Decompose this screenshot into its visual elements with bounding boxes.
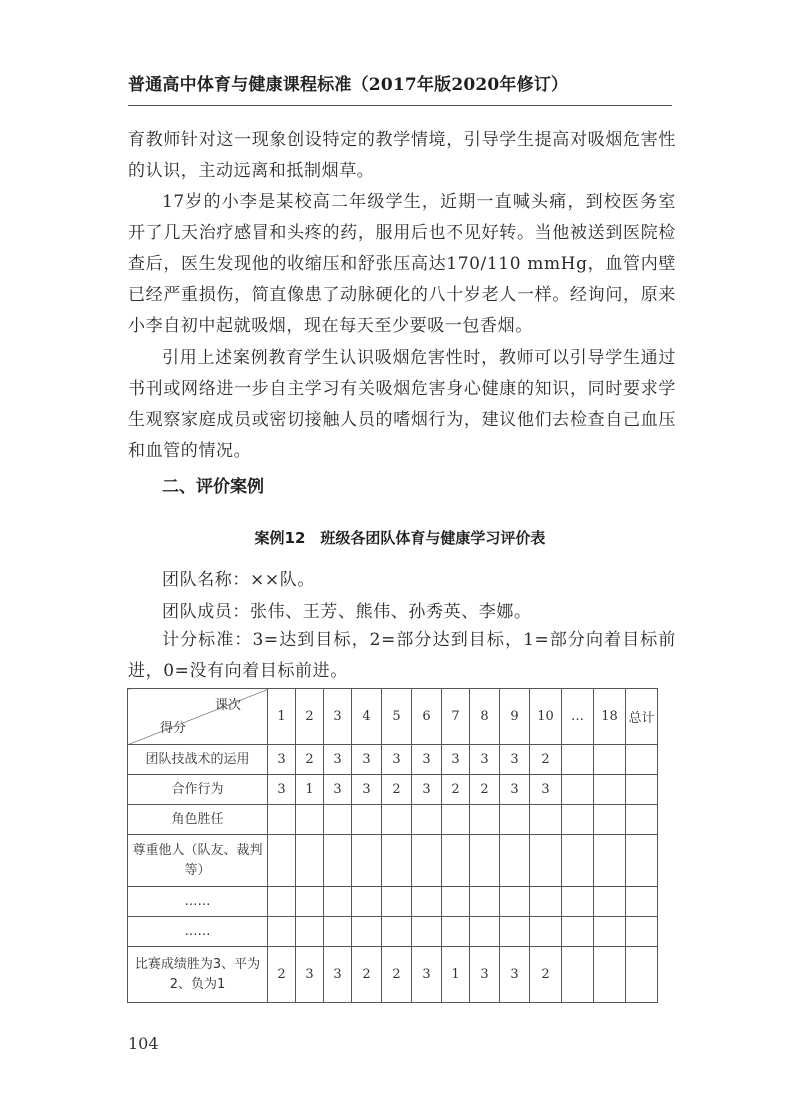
score-cell: 3 xyxy=(382,745,412,775)
score-cell xyxy=(268,835,296,887)
score-cell xyxy=(530,835,562,887)
paragraph-2: 17岁的小李是某校高二年级学生，近期一直喊头痛，到校医务室开了几天治疗感冒和头疼的药，服用后也不见好转。当他被送到医院检查后，医生发现他的收缩压和舒张压高达170/110 mmHg，血管内壁已经严重损伤，简直像患了动脉硬化的八十岁老人一样。经询问，原来小李自初中起就吸烟，现在每天至少要吸一包香烟。 xyxy=(128,192,676,336)
score-cell xyxy=(296,805,324,835)
page-number: 104 xyxy=(128,1034,159,1053)
column-header: 7 xyxy=(442,689,470,745)
table-row xyxy=(128,917,658,947)
score-cell xyxy=(352,835,382,887)
score-cell xyxy=(296,835,324,887)
score-cell xyxy=(562,805,594,835)
score-cell: 3 xyxy=(500,947,530,1003)
score-cell: 3 xyxy=(324,947,352,1003)
score-cell xyxy=(296,887,324,917)
column-header: 2 xyxy=(296,689,324,745)
score-cell xyxy=(268,805,296,835)
score-cell xyxy=(530,805,562,835)
table-row xyxy=(128,745,658,775)
row-label: 合作行为 xyxy=(128,775,268,805)
column-header: 1 xyxy=(268,689,296,745)
score-cell xyxy=(500,887,530,917)
score-cell xyxy=(412,887,442,917)
paragraph-1: 育教师针对这一现象创设特定的教学情境，引导学生提高对吸烟危害性的认识，主动远离和抵制烟草。 xyxy=(128,130,676,181)
score-cell xyxy=(442,805,470,835)
score-cell xyxy=(470,917,500,947)
score-cell xyxy=(530,917,562,947)
score-cell xyxy=(562,887,594,917)
score-cell xyxy=(382,917,412,947)
score-cell xyxy=(324,805,352,835)
table-header-row xyxy=(128,689,658,745)
score-cell xyxy=(626,947,658,1003)
column-header: 总计 xyxy=(626,689,658,745)
score-cell: 3 xyxy=(324,775,352,805)
column-header: 3 xyxy=(324,689,352,745)
score-cell xyxy=(296,917,324,947)
score-cell xyxy=(324,917,352,947)
column-header: 10 xyxy=(530,689,562,745)
score-cell xyxy=(382,887,412,917)
score-cell: 3 xyxy=(470,947,500,1003)
paragraph-3: 引用上述案例教育学生认识吸烟危害性时，教师可以引导学生通过书刊或网络进一步自主学习有关吸烟危害身心健康的知识，同时要求学生观察家庭成员或密切接触人员的嗜烟行为，建议他们去检查自己血压和血管的情况。 xyxy=(128,348,676,461)
running-header: 普通高中体育与健康课程标准（2017年版2020年修订） xyxy=(128,75,569,95)
column-header: 6 xyxy=(412,689,442,745)
column-header: 8 xyxy=(470,689,500,745)
score-cell: 3 xyxy=(500,775,530,805)
table-row xyxy=(128,947,658,1003)
score-cell: 2 xyxy=(530,947,562,1003)
score-cell xyxy=(562,835,594,887)
table-row xyxy=(128,835,658,887)
score-cell xyxy=(470,887,500,917)
column-header: 4 xyxy=(352,689,382,745)
score-cell: 3 xyxy=(530,775,562,805)
score-cell: 3 xyxy=(412,947,442,1003)
score-cell xyxy=(352,805,382,835)
score-cell xyxy=(562,917,594,947)
column-header: 5 xyxy=(382,689,412,745)
table-row xyxy=(128,805,658,835)
score-cell xyxy=(562,745,594,775)
score-cell xyxy=(442,835,470,887)
team-members: 团队成员：张伟、王芳、熊伟、孙秀英、李娜。 xyxy=(162,602,532,622)
score-cell xyxy=(562,947,594,1003)
score-cell xyxy=(594,745,626,775)
score-cell: 3 xyxy=(470,745,500,775)
score-cell xyxy=(382,805,412,835)
score-cell xyxy=(352,917,382,947)
team-name: 团队名称：××队。 xyxy=(162,570,315,590)
score-cell xyxy=(500,917,530,947)
score-cell xyxy=(412,917,442,947)
score-cell xyxy=(626,887,658,917)
score-cell: 3 xyxy=(324,745,352,775)
column-header: 9 xyxy=(500,689,530,745)
score-cell: 2 xyxy=(442,775,470,805)
score-cell xyxy=(626,835,658,887)
score-cell: 2 xyxy=(352,947,382,1003)
row-label: …… xyxy=(128,917,268,947)
score-cell xyxy=(324,887,352,917)
score-cell xyxy=(626,805,658,835)
score-cell: 1 xyxy=(442,947,470,1003)
score-cell: 3 xyxy=(268,775,296,805)
column-header: 18 xyxy=(594,689,626,745)
score-cell xyxy=(442,887,470,917)
score-cell xyxy=(382,835,412,887)
score-cell xyxy=(324,835,352,887)
score-cell xyxy=(470,835,500,887)
score-cell xyxy=(412,805,442,835)
header-rule xyxy=(128,105,672,106)
score-cell: 2 xyxy=(382,947,412,1003)
score-cell: 3 xyxy=(296,947,324,1003)
section-heading: 二、评价案例 xyxy=(162,477,264,497)
score-cell: 3 xyxy=(412,775,442,805)
evaluation-table xyxy=(127,688,658,1003)
table-corner-cell xyxy=(128,689,268,745)
score-cell xyxy=(594,947,626,1003)
case-title: 案例12 班级各团队体育与健康学习评价表 xyxy=(254,529,546,547)
score-cell xyxy=(352,887,382,917)
score-cell xyxy=(626,745,658,775)
score-cell: 3 xyxy=(412,745,442,775)
score-cell xyxy=(594,775,626,805)
score-cell xyxy=(268,887,296,917)
score-cell xyxy=(594,887,626,917)
score-cell xyxy=(562,775,594,805)
score-cell xyxy=(594,805,626,835)
score-cell xyxy=(594,835,626,887)
score-cell xyxy=(594,917,626,947)
table-row xyxy=(128,887,658,917)
score-cell: 2 xyxy=(530,745,562,775)
corner-top-label: 课次 xyxy=(214,698,241,713)
score-cell xyxy=(530,887,562,917)
row-label: 团队技战术的运用 xyxy=(128,745,268,775)
score-cell xyxy=(500,805,530,835)
row-label: 角色胜任 xyxy=(128,805,268,835)
score-cell: 2 xyxy=(268,947,296,1003)
row-label: …… xyxy=(128,887,268,917)
score-cell: 2 xyxy=(296,745,324,775)
score-cell: 2 xyxy=(382,775,412,805)
score-cell xyxy=(500,835,530,887)
score-cell xyxy=(626,775,658,805)
score-cell xyxy=(442,917,470,947)
score-cell: 3 xyxy=(268,745,296,775)
score-cell xyxy=(268,917,296,947)
score-cell: 2 xyxy=(470,775,500,805)
score-cell: 3 xyxy=(352,745,382,775)
scoring-standard: 计分标准：3=达到目标，2=部分达到目标，1=部分向着目标前进，0=没有向着目标前进。 xyxy=(128,630,676,681)
row-label: 比赛成绩胜为3、平为2、负为1 xyxy=(128,947,268,1003)
column-header: … xyxy=(562,689,594,745)
score-cell xyxy=(412,835,442,887)
score-cell xyxy=(626,917,658,947)
score-cell: 3 xyxy=(352,775,382,805)
score-cell: 3 xyxy=(500,745,530,775)
row-label: 尊重他人（队友、裁判等） xyxy=(128,835,268,887)
score-cell: 1 xyxy=(296,775,324,805)
table-row xyxy=(128,775,658,805)
score-cell xyxy=(470,805,500,835)
corner-bottom-label: 得分 xyxy=(160,721,187,736)
score-cell: 3 xyxy=(442,745,470,775)
table-body xyxy=(128,689,658,1003)
